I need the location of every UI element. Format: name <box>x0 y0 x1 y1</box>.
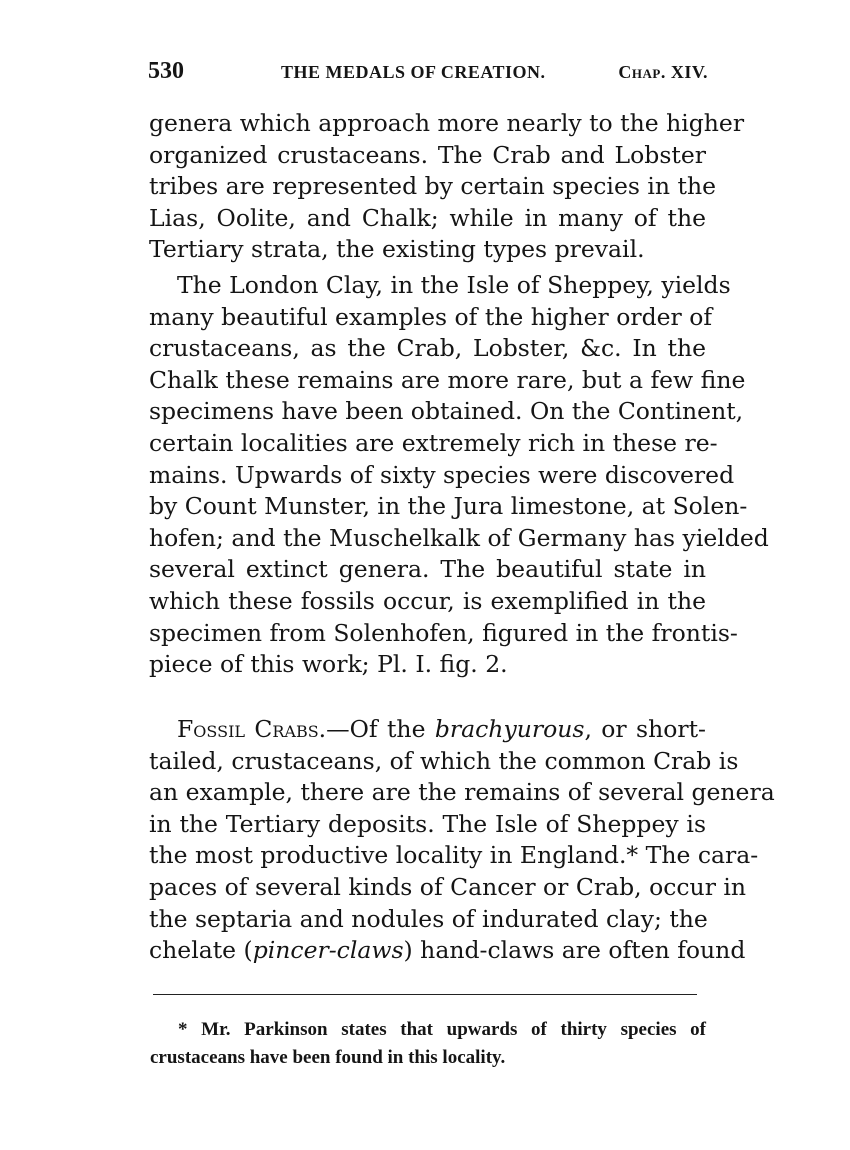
text-line: chelate (pincer-claws) hand-claws are often found <box>149 936 746 965</box>
footnote-divider <box>153 994 697 995</box>
text-line: tailed, crustaceans, of which the common Crab is <box>149 746 739 775</box>
paragraph-fossil-crabs <box>149 714 775 967</box>
footnote-line: crustaceans have been found in this locality. <box>150 1047 506 1068</box>
text-line: specimen from Solenhofen, figured in the frontis- <box>149 618 738 647</box>
text-line: hofen; and the Muschelkalk of Germany has yielded <box>149 523 769 552</box>
text-line: in the Tertiary deposits. The Isle of Sheppey is <box>149 809 706 838</box>
running-header <box>148 58 708 92</box>
paragraph-london-clay <box>149 270 769 681</box>
footnote <box>150 1016 706 1072</box>
chapter-label: Chap. XIV. <box>618 62 708 82</box>
text-line: Tertiary strata, the existing types prevail. <box>149 235 645 264</box>
text-line: genera which approach more nearly to the higher <box>149 109 745 137</box>
text-line: specimens have been obtained. On the Continent, <box>149 397 744 426</box>
text-line: the most productive locality in England.* The cara- <box>149 841 759 870</box>
text-line: mains. Upwards of sixty species were discovered <box>149 460 735 489</box>
text-line: organized crustaceans. The Crab and Lobster <box>149 140 706 169</box>
text-line: The London Clay, in the Isle of Sheppey, yields <box>177 271 731 299</box>
text-line: Fossil Crabs.—Of the brachyurous, or short- <box>177 715 706 743</box>
page-number: 530 <box>148 58 184 84</box>
italic-term: brachyurous <box>434 715 585 743</box>
running-title: THE MEDALS OF CREATION. <box>281 62 546 82</box>
text-line: Lias, Oolite, and Chalk; while in many of the <box>149 203 706 232</box>
text-line: tribes are represented by certain species in the <box>149 172 716 201</box>
text-line: paces of several kinds of Cancer or Crab, occur in <box>149 872 747 901</box>
footnote-line: * Mr. Parkinson states that upwards of thirty species of <box>178 1019 706 1040</box>
text-line: an example, there are the remains of several genera <box>149 778 775 807</box>
text-line: piece of this work; Pl. I. fig. 2. <box>149 650 508 679</box>
text-line: many beautiful examples of the higher order of <box>149 302 713 331</box>
italic-term: pincer-claws <box>252 936 404 965</box>
text-line: by Count Munster, in the Jura limestone, at Solen- <box>149 492 748 521</box>
paragraph-continuation <box>149 108 745 266</box>
text-line: crustaceans, as the Crab, Lobster, &c. In the <box>149 334 706 363</box>
section-heading: Fossil Crabs. <box>177 715 327 743</box>
text-line: Chalk these remains are more rare, but a few fine <box>149 365 746 394</box>
text-line: certain localities are extremely rich in these re- <box>149 428 718 457</box>
text-line: the septaria and nodules of indurated clay; the <box>149 904 708 933</box>
text-line: several extinct genera. The beautiful state in <box>149 555 706 584</box>
text-line: which these fossils occur, is exemplified in the <box>149 586 706 615</box>
